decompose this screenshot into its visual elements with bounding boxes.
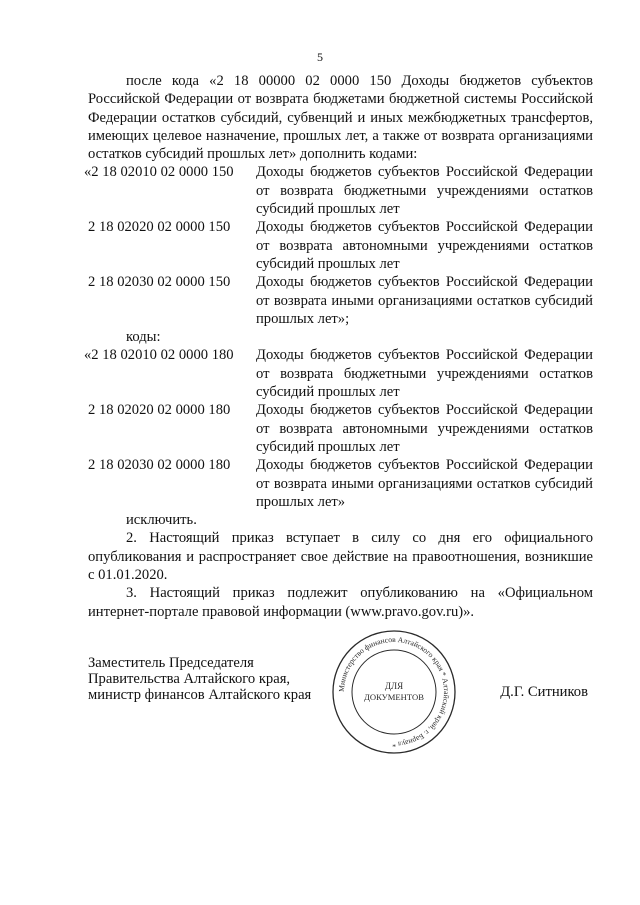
code-row	[84, 163, 593, 218]
code-description: Доходы бюджетов субъектов Российской Федерации от возврата иными организациями остатков субсидий прошлых лет»	[256, 457, 593, 510]
signer-title-line-2: Правительства Алтайского края,	[88, 671, 291, 687]
stamp-center-line-2: ДОКУМЕНТОВ	[364, 692, 424, 702]
code-row	[88, 401, 593, 456]
code-row	[84, 346, 593, 401]
point-2-paragraph: 2. Настоящий приказ вступает в силу со дня его официального опубликования и распространяет свое действие на правоотношения, возникшие с 01.01.2020.	[88, 530, 593, 584]
signer-title-line-1: Заместитель Председателя	[88, 655, 254, 671]
exclude-label: исключить.	[126, 512, 197, 529]
stamp-ring-text: Министерство финансов Алтайского края * Алтайский край, г. Барнаул *	[336, 634, 452, 750]
code-description: Доходы бюджетов субъектов Российской Федерации от возврата бюджетными учреждениями остатков субсидий прошлых лет	[256, 347, 593, 401]
code-number: «2 18 02010 02 0000 180	[84, 347, 234, 364]
code-number: 2 18 02030 02 0000 150	[88, 274, 231, 291]
code-description: Доходы бюджетов субъектов Российской Федерации от возврата иными организациями остатков субсидий прошлых лет»;	[256, 274, 593, 327]
code-row	[88, 273, 593, 328]
document-body	[84, 72, 593, 621]
page-number: 5	[317, 50, 323, 64]
code-number: «2 18 02010 02 0000 150	[84, 164, 234, 181]
codes-label: коды:	[126, 329, 161, 346]
code-row	[88, 218, 593, 273]
signer-name: Д.Г. Ситников	[500, 684, 588, 700]
code-description: Доходы бюджетов субъектов Российской Федерации от возврата автономными учреждениями остатков субсидий прошлых лет	[256, 402, 593, 455]
code-number: 2 18 02030 02 0000 180	[88, 457, 231, 474]
point-3-paragraph: 3. Настоящий приказ подлежит опубликованию на «Официальном интернет-портале правовой информации (www.pravo.gov.ru)».	[88, 585, 593, 620]
signer-title-line-3: министр финансов Алтайского края	[88, 687, 312, 703]
code-description: Доходы бюджетов субъектов Российской Федерации от возврата автономными учреждениями остатков субсидий прошлых лет	[256, 219, 593, 272]
code-description: Доходы бюджетов субъектов Российской Федерации от возврата бюджетными учреждениями остатков субсидий прошлых лет	[256, 164, 593, 218]
official-stamp	[330, 628, 458, 756]
code-number: 2 18 02020 02 0000 150	[88, 219, 231, 236]
stamp-center-line-1: ДЛЯ	[384, 681, 404, 691]
code-number: 2 18 02020 02 0000 180	[88, 402, 231, 419]
intro-paragraph: после кода «2 18 00000 02 0000 150 Доходы бюджетов субъектов Российской Федерации от возврата бюджетами бюджетной системы Российской Федерации остатков субсидий, субвенций и иных межбюджетных трансфертов, имеющих целевое назначение, прошлых лет, а также от возврата организациями остатков субсидий прошлых лет» дополнить кодами:	[88, 73, 593, 163]
signature-block	[88, 655, 311, 703]
code-row	[88, 456, 593, 511]
